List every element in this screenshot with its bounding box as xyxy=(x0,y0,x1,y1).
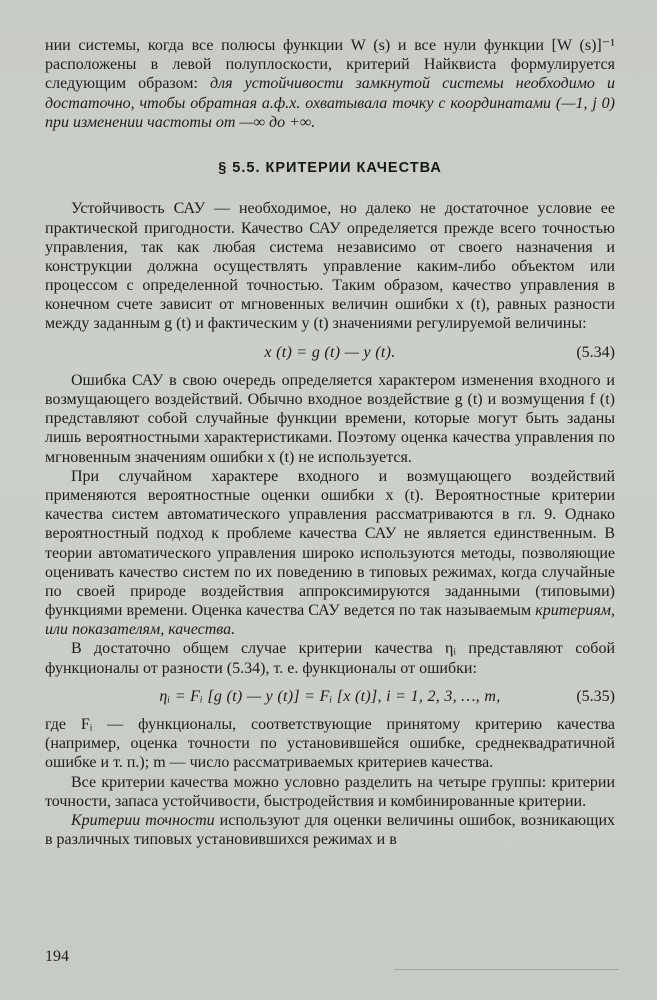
probabilistic-text: При случайном характере входного и возмущающего воздействий применяются вероятностные оценки ошибки x (t). Вероятностные критерии качества систем автоматического управления рассматриваются в гл. 9. Однако вероятностный подход к проблеме качества САУ не является единственным. В теории автоматического управления широко используются методы, позволяющие оценивать качество систем по их поведению в типовых режимах, когда случайные по своей природе воздействия аппроксимируются заданными (типовыми) функциями времени. Оценка качества САУ ведется по так называемым xyxy=(45,467,615,620)
formula-5-34-expression: x (t) = g (t) — y (t). xyxy=(264,343,396,361)
accuracy-criteria-text: используют для оценки величины ошибок, возникающих в различных типовых установившихся режимах и в xyxy=(45,811,616,849)
formula-5-34-number: (5.34) xyxy=(576,343,615,361)
section-heading: § 5.5. КРИТЕРИИ КАЧЕСТВА xyxy=(218,159,442,176)
paragraph-intro xyxy=(45,36,615,132)
formula-5-35 xyxy=(45,687,615,706)
formula-5-35-expression: ηᵢ = Fᵢ [g (t) — y (t)] = Fᵢ [x (t)], i = 1, 2, 3, …, m, xyxy=(159,687,501,705)
paragraph-quality-intro: Устойчивость САУ — необходимое, но далеко не достаточное условие ее практической пригодности. Качество САУ определяется прежде всего точностью управления, так как любая система независимо от своего назначения и конструкции должна осуществлять управление каким-либо объектом или процессом с определенной точностью. Таким образом, качество управления в конечном счете зависит от мгновенных величин ошибки x (t), равных разности между заданным g (t) и фактическим y (t) значениями регулируемой величины: xyxy=(45,200,615,333)
paragraph-probabilistic xyxy=(45,467,615,640)
paragraph-functionals-explanation: где Fᵢ — функционалы, соответствующие принятому критерию качества (например, оценка точности по установившейся ошибке, среднеквадратичной ошибке и т. п.); m — число рассматриваемых критериев качества. xyxy=(45,716,615,772)
formula-5-35-number: (5.35) xyxy=(576,687,615,705)
paragraph-functionals-intro: В достаточно общем случае критерии качества ηᵢ представляют собой функционалы от разности (5.34), т. е. функционалы от ошибки: xyxy=(45,640,615,677)
formula-5-34 xyxy=(45,343,615,362)
intro-text: нии системы, когда все полюсы функции W (s) и все нули функции [W (s)]⁻¹ расположены в левой полуплоскости, критерий Найквиста формулируется следующим образом: xyxy=(45,37,615,93)
page-number: 194 xyxy=(45,947,69,965)
paragraph-accuracy-criteria xyxy=(45,811,615,849)
paragraph-four-groups: Все критерии качества можно условно разделить на четыре группы: критерии точности, запаса устойчивости, быстродействия и комбинированные критерии. xyxy=(45,773,615,810)
intro-emphasis-text: для устойчивости замкнутой системы необходимо и достаточно, чтобы обратная а.ф.х. охватывала точку с координатами (—1, j 0) при изменении частоты от —∞ до +∞. xyxy=(45,75,616,131)
paragraph-error-definition: Ошибка САУ в свою очередь определяется характером изменения входного и возмущающего воздействий. Обычно входное воздействие g (t) и возмущения f (t) представляют собой случайные функции времени, которые могут быть заданы лишь вероятностными характеристиками. Поэтому оценка качества управления по мгновенным значениям ошибки x (t) не используется. xyxy=(45,371,615,466)
accuracy-criteria-emphasis: Критерии точности xyxy=(71,811,215,829)
scan-artifact-line xyxy=(394,969,619,970)
criteria-emphasis-text: критериям, или показателям, качества. xyxy=(45,602,615,639)
